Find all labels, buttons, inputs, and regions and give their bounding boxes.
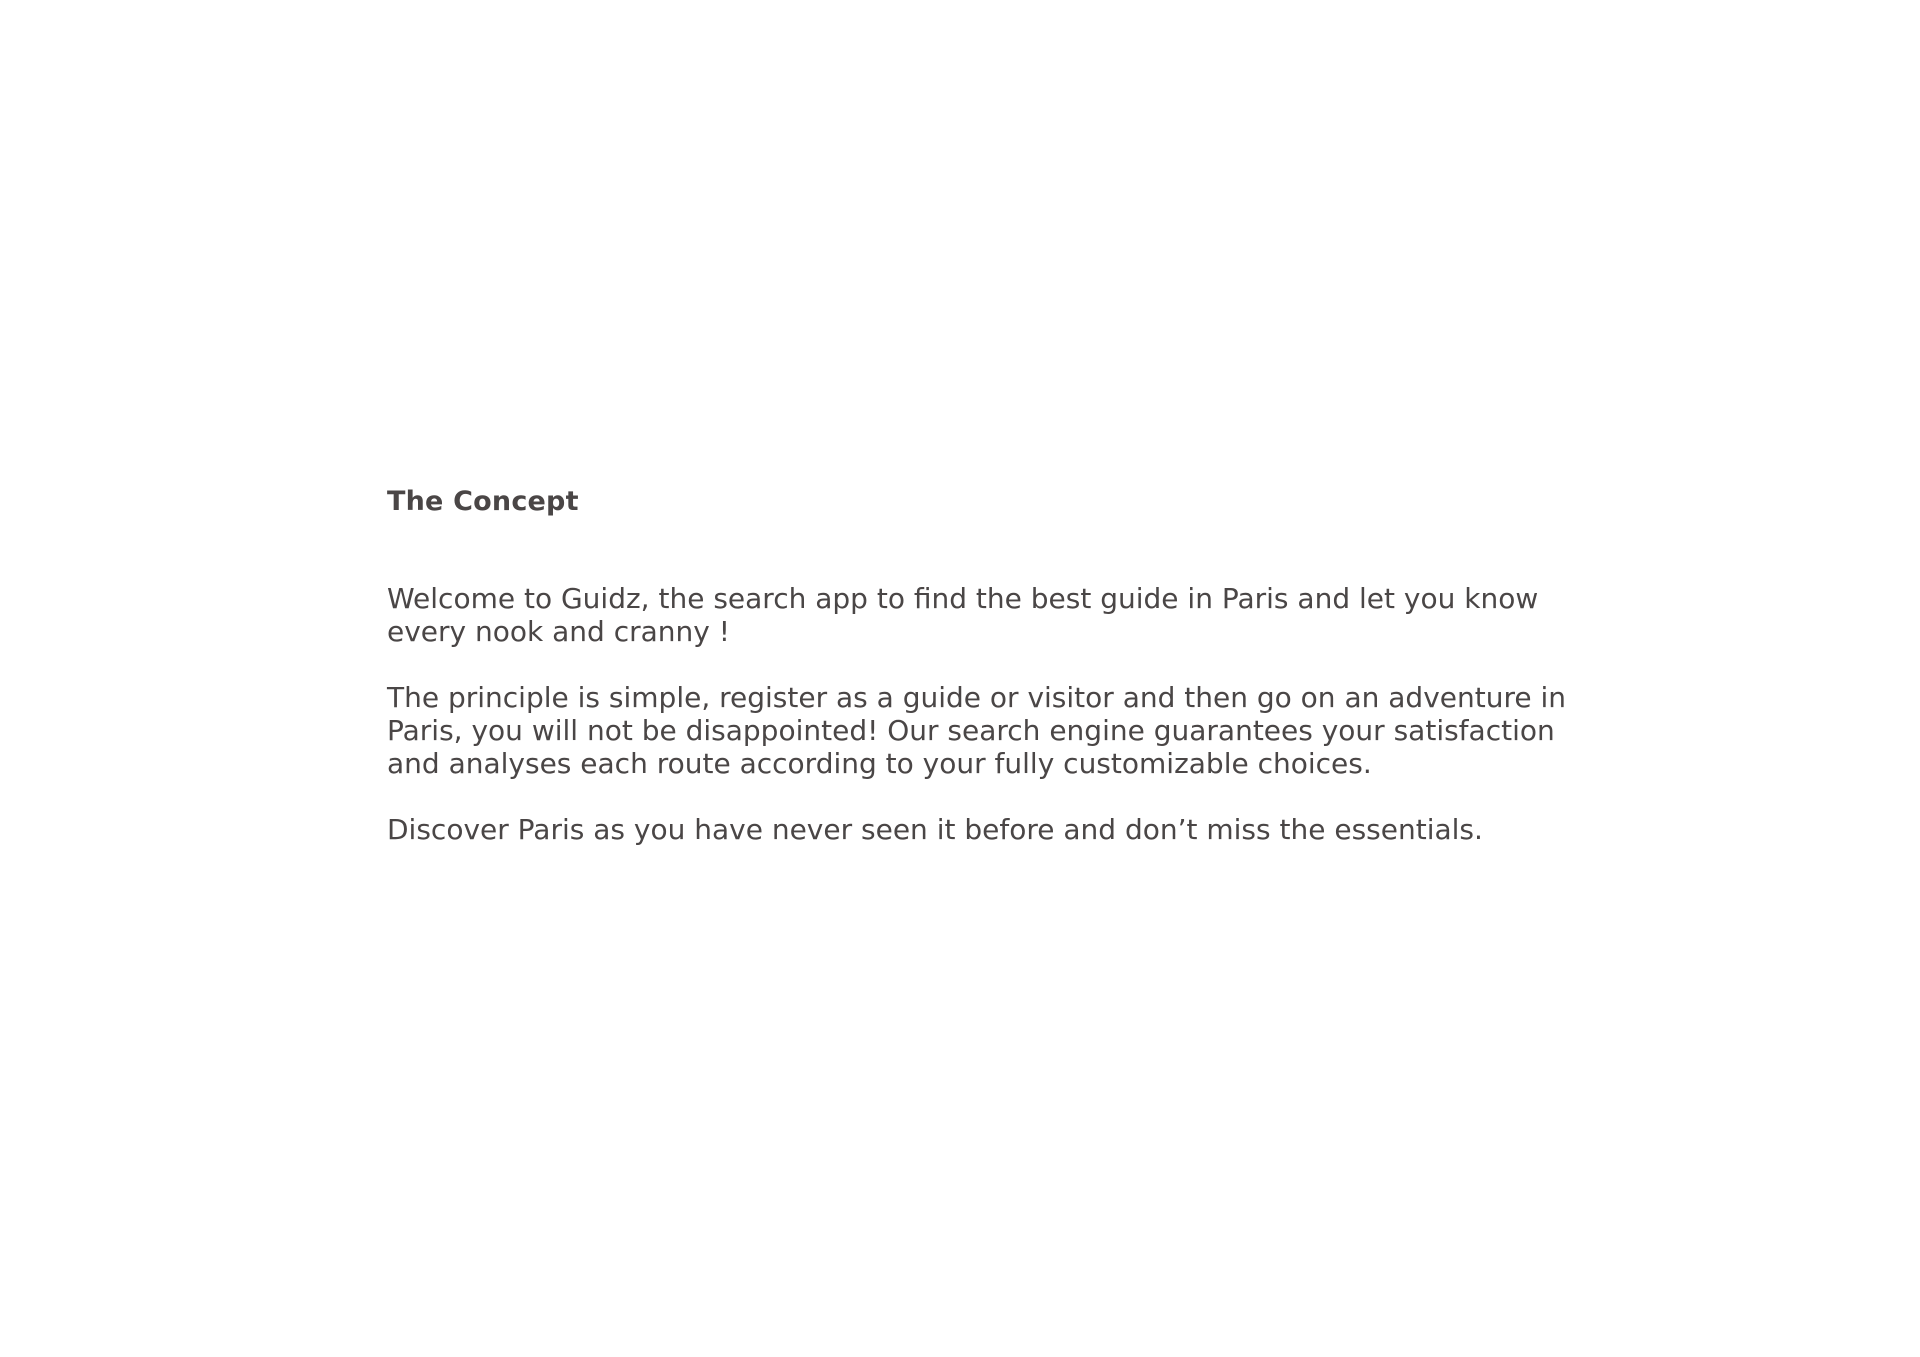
section-heading: The Concept <box>387 486 579 517</box>
closing-paragraph: Discover Paris as you have never seen it before and don’t miss the essentials. <box>387 813 1483 846</box>
principle-paragraph: The principle is simple, register as a guide or visitor and then go on an adventure in Paris, you will not be disappointed! Our search engine guarantees your satisfaction and analyses each route according to your fully customizable choices. <box>387 681 1567 780</box>
concept-section <box>387 484 1587 846</box>
intro-paragraph: Welcome to Guidz, the search app to find the best guide in Paris and let you know every nook and cranny ! <box>387 582 1539 648</box>
